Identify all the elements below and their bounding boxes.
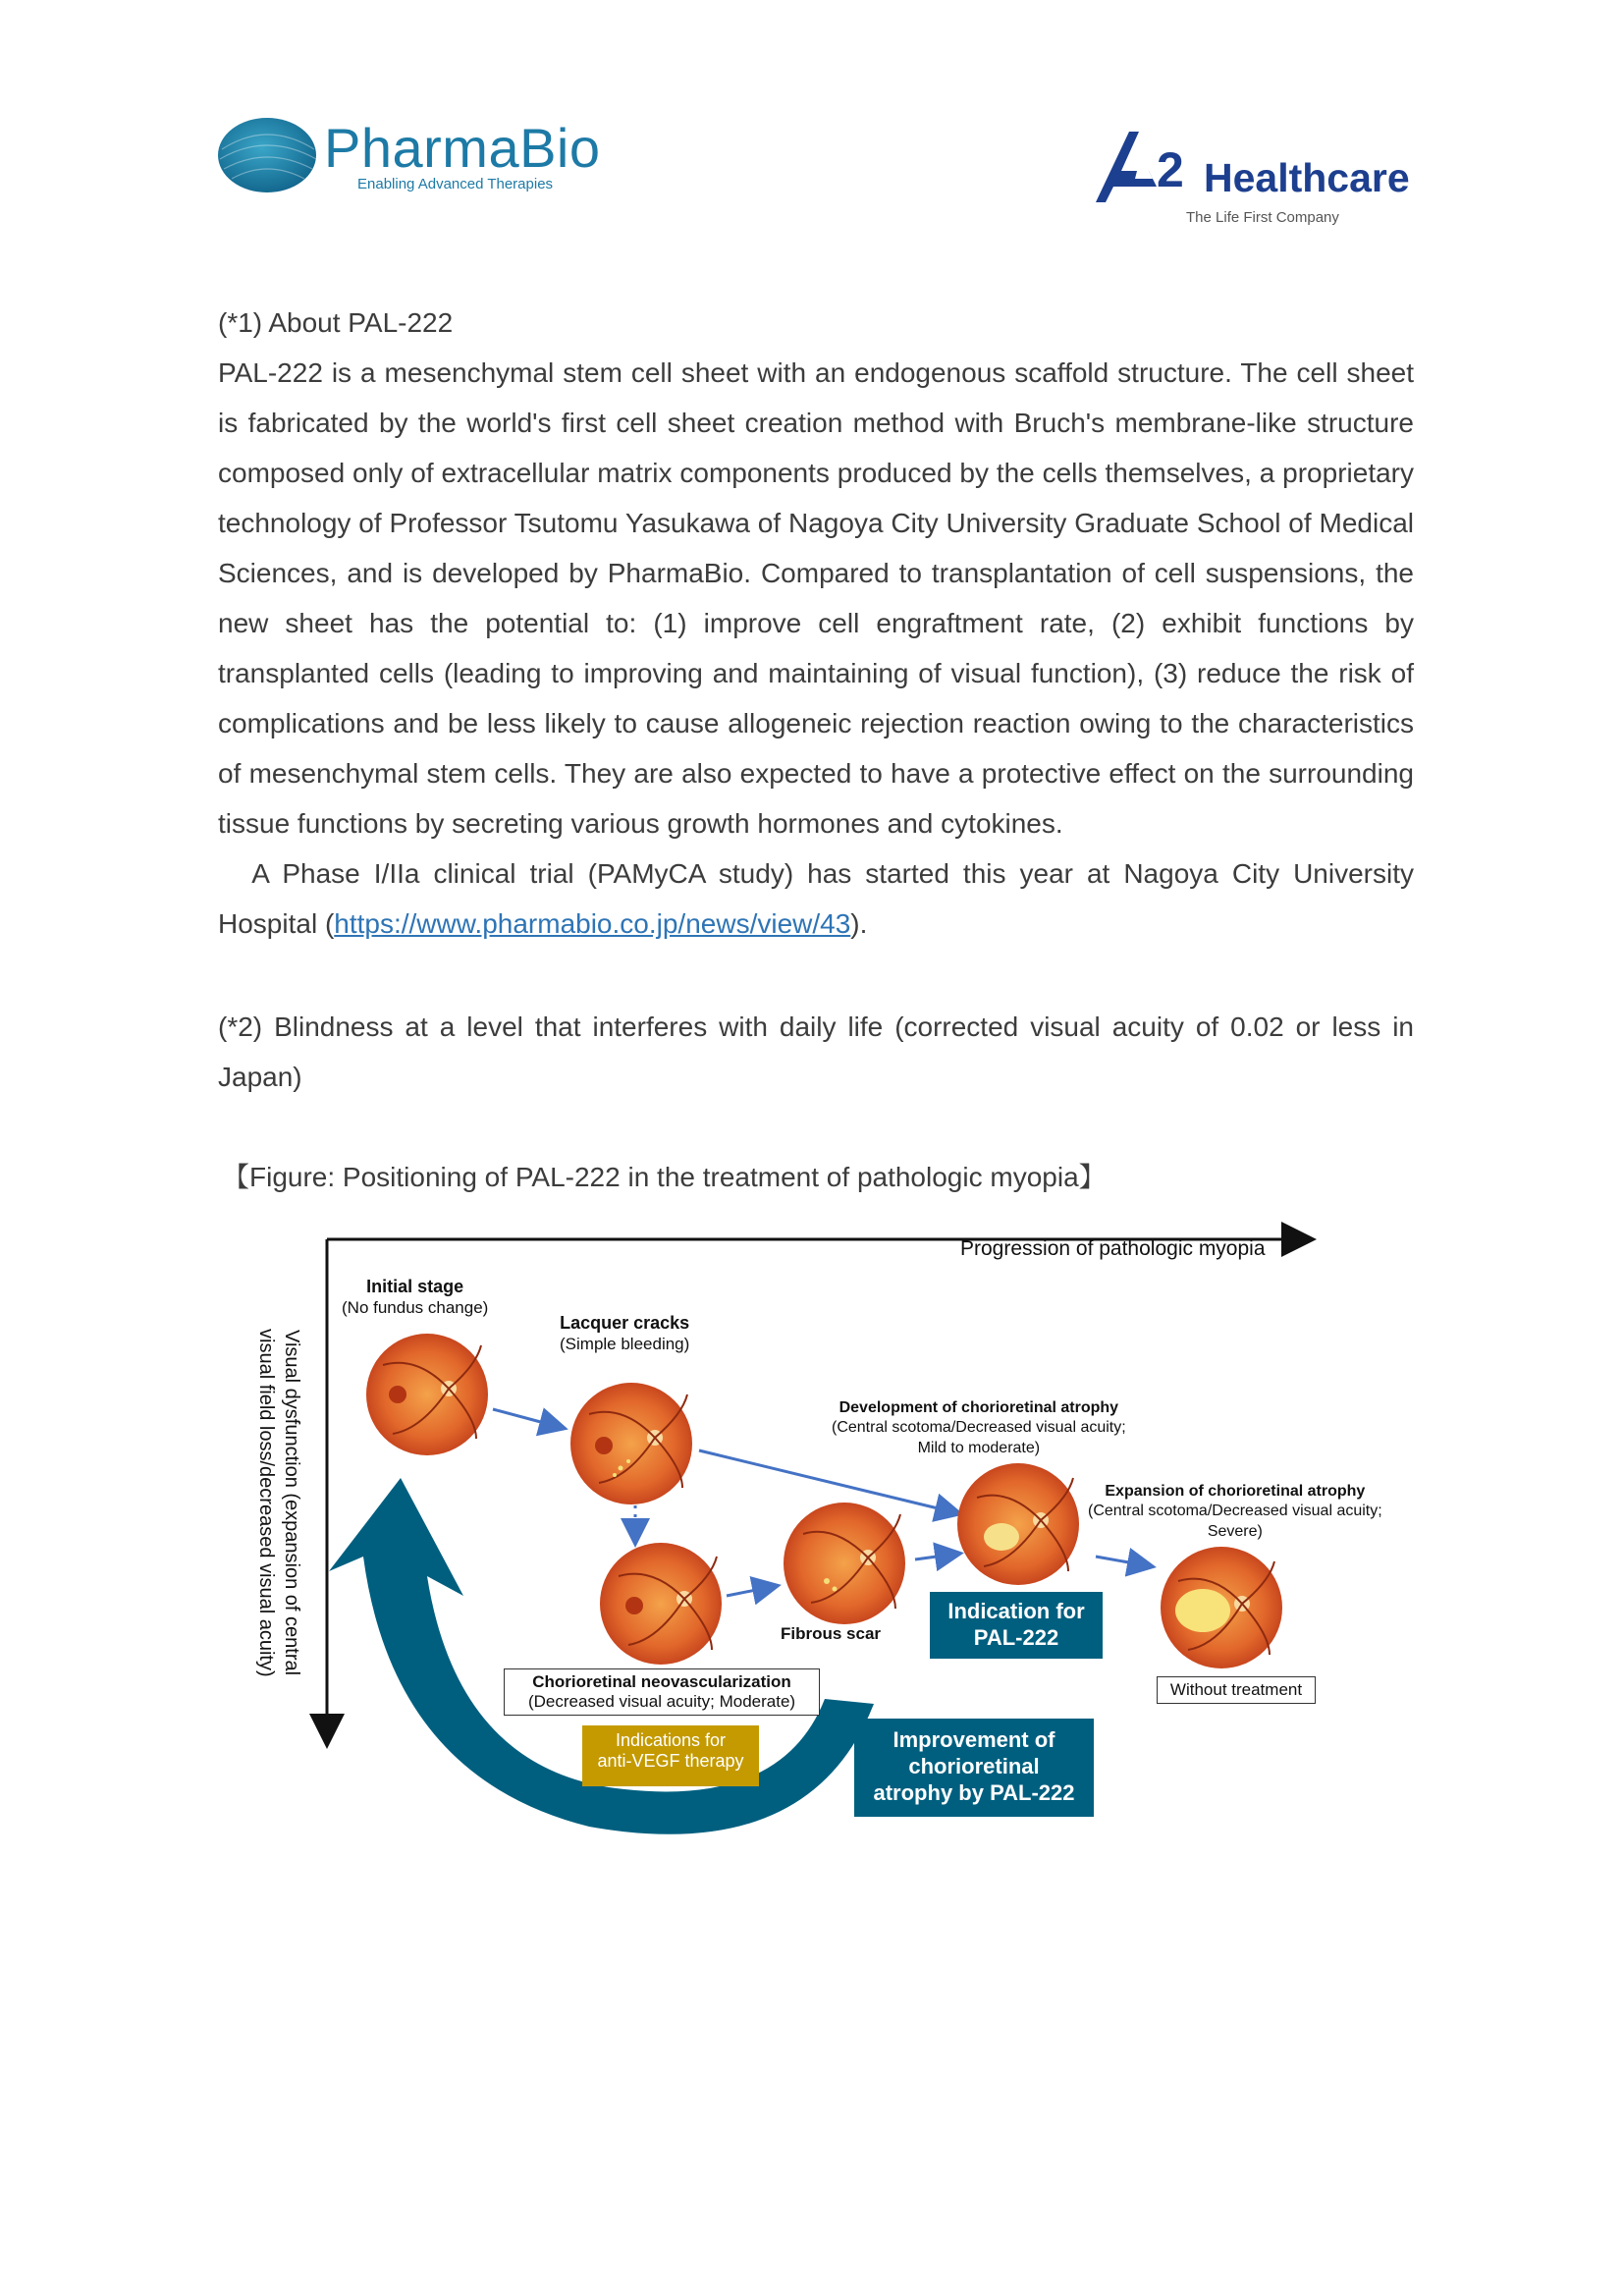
y-axis-label-line2: visual field loss/decreased visual acuity): [255, 1328, 277, 1677]
stage-expansion-label: [1088, 1483, 1382, 1542]
x-axis-label: Progression of pathologic myopia: [960, 1237, 1266, 1260]
arrow-fibrous-to-development: [915, 1554, 958, 1559]
arrow-development-to-expansion: [1096, 1557, 1151, 1566]
cnv-title: Chorioretinal neovascularization: [532, 1672, 791, 1691]
note1-section: [218, 298, 1414, 949]
stage-lacquer-subtitle: (Simple bleeding): [560, 1335, 690, 1353]
anti-vegf-box: [582, 1725, 759, 1786]
pathologic-myopia-figure: [245, 1218, 1424, 1895]
fundus-initial: [366, 1334, 488, 1455]
pharmabio-news-link[interactable]: https://www.pharmabio.co.jp/news/view/43: [334, 908, 851, 939]
fundus-development: [957, 1463, 1079, 1585]
figure-caption: 【Figure: Positioning of PAL-222 in the treatment of pathologic myopia】: [222, 1162, 1107, 1192]
improvement-line3: atrophy by PAL-222: [873, 1780, 1075, 1805]
a2-healthcare-name: Healthcare: [1204, 155, 1410, 200]
fundus-fibrous: [784, 1503, 905, 1624]
cnv-subtitle: (Decreased visual acuity; Moderate): [527, 1692, 796, 1711]
note2-line1: (*2) Blindness at a level that interferes with daily life (corrected visual acuity of 0.02 or less in: [218, 1011, 1414, 1042]
improvement-line2: chorioretinal: [908, 1754, 1040, 1778]
note1-line: PAL-222 is a mesenchymal stem cell sheet with an endogenous scaffold structure. The cell sheet: [218, 357, 1414, 388]
indication-pal222-box: [930, 1592, 1103, 1659]
stage-expansion-sub1: (Central scotoma/Decreased visual acuity;: [1088, 1503, 1382, 1519]
a2-logo-mark-icon: [1092, 128, 1205, 206]
svg-text:2: 2: [1157, 142, 1184, 197]
note1-line: new sheet has the potential to: (1) improve cell engraftment rate, (2) exhibit functions by: [218, 608, 1414, 638]
note1-line: of mesenchymal stem cells. They are also expected to have a protective effect on the surrounding: [218, 758, 1414, 789]
note1-heading: (*1) About PAL-222: [218, 307, 454, 338]
stage-initial-title: Initial stage: [366, 1277, 464, 1296]
stage-expansion-title: Expansion of chorioretinal atrophy: [1105, 1483, 1366, 1500]
stage-development-title: Development of chorioretinal atrophy: [839, 1399, 1119, 1416]
stage-initial-label: [342, 1277, 488, 1318]
note1-last-line: tissue functions by secreting various growth hormones and cytokines.: [218, 808, 1063, 839]
fundus-expansion: [1161, 1547, 1282, 1668]
cnv-box: [504, 1668, 820, 1716]
y-axis-label-line1: Visual dysfunction (expansion of central: [281, 1329, 302, 1676]
hospital-suffix: ).: [850, 908, 868, 939]
note1-line: technology of Professor Tsutomu Yasukawa of Nagoya City University Graduate School of Medical: [218, 508, 1414, 538]
anti-vegf-line2: anti-VEGF therapy: [597, 1751, 744, 1771]
note1-line: is fabricated by the world's first cell sheet creation method with Bruch's membrane-like structure: [218, 408, 1414, 438]
stage-lacquer-title: Lacquer cracks: [560, 1313, 690, 1333]
hospital-prefix: Hospital (: [218, 908, 335, 939]
arrow-initial-to-lacquer: [493, 1409, 563, 1428]
stage-development-sub1: (Central scotoma/Decreased visual acuity;: [832, 1419, 1126, 1436]
indication-line1: Indication for: [947, 1599, 1085, 1623]
note2-section: [218, 1002, 1414, 1102]
a2-healthcare-tagline: The Life First Company: [1186, 209, 1339, 226]
figure-graphics: [245, 1218, 1424, 1895]
stage-development-label: [832, 1399, 1126, 1458]
note1-line: composed only of extracellular matrix components produced by the cells themselves, a proprietary: [218, 458, 1414, 488]
stage-initial-subtitle: (No fundus change): [342, 1298, 489, 1317]
anti-vegf-line1: Indications for: [615, 1730, 727, 1750]
improvement-pal222-box: [854, 1719, 1094, 1817]
indication-line2: PAL-222: [973, 1625, 1059, 1650]
pharmabio-tagline: Enabling Advanced Therapies: [357, 176, 554, 192]
improvement-line1: Improvement of: [893, 1727, 1055, 1752]
note1-line: complications and be less likely to cause allogeneic rejection reaction owing to the characteristics: [218, 708, 1414, 738]
stage-lacquer-label: [560, 1313, 689, 1354]
stage-expansion-sub2: Severe): [1207, 1523, 1263, 1540]
note1-line: transplanted cells (leading to improving and maintaining of visual function), (3) reduce the risk of: [218, 658, 1414, 688]
fibrous-scar-label: Fibrous scar: [781, 1624, 882, 1643]
note1-hospital-line: [218, 899, 1414, 949]
pharmabio-name: PharmaBio: [324, 117, 601, 179]
arrow-lacquer-to-development: [699, 1450, 958, 1513]
without-treatment-box: Without treatment: [1157, 1676, 1316, 1704]
arrow-cnv-to-fibrous: [727, 1586, 776, 1596]
note1-trial-line: A Phase I/IIa clinical trial (PAMyCA study) has started this year at Nagoya City University: [218, 858, 1414, 889]
fundus-lacquer: [570, 1383, 692, 1504]
note2-line2: Japan): [218, 1062, 302, 1092]
stage-development-sub2: Mild to moderate): [917, 1440, 1041, 1456]
note1-body: [218, 348, 1414, 798]
y-axis-label: [245, 1296, 304, 1709]
note1-line: Sciences, and is developed by PharmaBio. Compared to transplantation of cell suspensions, the: [218, 558, 1414, 588]
fundus-cnv: [600, 1543, 722, 1665]
